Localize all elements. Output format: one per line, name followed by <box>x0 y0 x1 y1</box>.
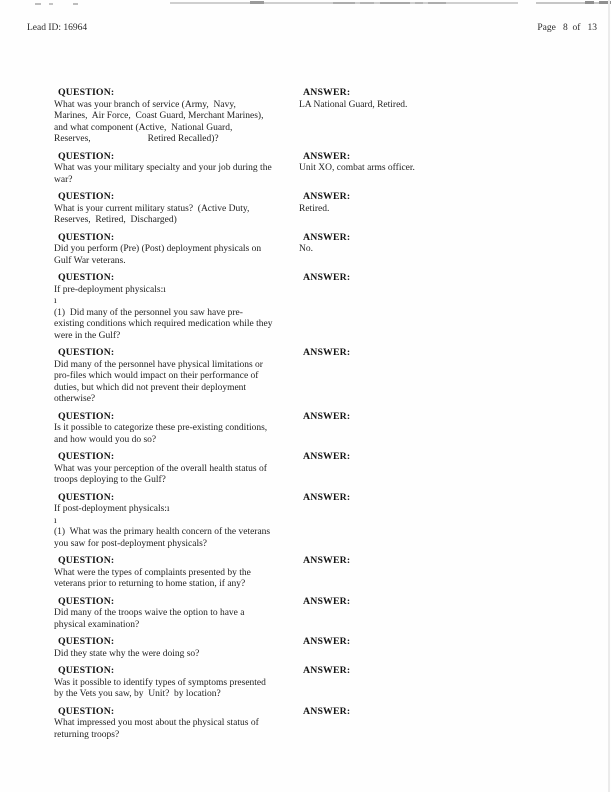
qa-block <box>54 272 602 342</box>
answer-label: ANSWER: <box>303 636 351 647</box>
question-column <box>54 451 299 487</box>
question-line: What was your branch of service (Army, Navy, <box>54 99 236 110</box>
question-column <box>54 492 299 551</box>
qa-block <box>54 665 602 701</box>
qa-block <box>54 492 602 551</box>
question-text <box>54 244 299 267</box>
question-line: (1) What was the primary health concern of the veterans <box>54 527 271 537</box>
qa-block <box>54 706 602 742</box>
question-line: Reserves, Retired Recalled)? <box>54 134 219 144</box>
answer-column <box>299 347 602 406</box>
question-line: otherwise? <box>54 394 96 404</box>
answer-column <box>299 636 602 660</box>
question-line: If pre-deployment physicals:ı <box>54 284 166 295</box>
question-column <box>54 411 299 447</box>
qa-list <box>54 87 602 746</box>
scan-artifact-dot <box>49 3 53 5</box>
question-text <box>54 204 299 227</box>
question-label: QUESTION: <box>58 410 115 422</box>
answer-label: ANSWER: <box>303 491 351 503</box>
question-line: Did many of the troops waive the option to have a <box>54 608 245 618</box>
question-line: returning troops? <box>54 729 120 740</box>
question-line: Did they state why the were doing so? <box>54 648 200 659</box>
answer-text: LA National Guard, Retired. <box>299 99 408 110</box>
answer-column <box>299 555 602 591</box>
question-line: Is it possible to categorize these pre-existing conditions, <box>54 423 268 433</box>
question-line: were in the Gulf? <box>54 330 121 341</box>
scan-artifact-dash <box>415 2 423 4</box>
answer-text: Retired. <box>299 203 330 214</box>
question-line: Did you perform (Pre) (Post) deployment physicals on <box>54 244 262 254</box>
question-text <box>54 608 299 631</box>
qa-block <box>54 596 602 632</box>
question-line: Marines, Air Force, Coast Guard, Merchant Marines), <box>54 111 264 121</box>
question-line: veterans prior to returning to home station, if any? <box>54 579 246 589</box>
question-text <box>54 423 299 446</box>
question-line: What is your current military status? (Active Duty, <box>54 203 250 214</box>
scan-artifact-dot <box>73 3 78 5</box>
question-text <box>54 360 299 406</box>
question-line: ı <box>54 296 57 306</box>
question-line: troops deploying to the Gulf? <box>54 475 166 485</box>
qa-block <box>54 347 602 406</box>
answer-column <box>299 706 602 742</box>
question-column <box>54 87 299 146</box>
answer-column <box>299 232 602 268</box>
answer-label: ANSWER: <box>303 150 351 162</box>
answer-column <box>299 272 602 342</box>
question-line: by the Vets you saw, by Unit? by location? <box>54 689 221 699</box>
answer-column <box>299 596 602 632</box>
question-label: QUESTION: <box>58 705 115 717</box>
qa-block <box>54 151 602 187</box>
answer-column <box>299 492 602 551</box>
question-label: QUESTION: <box>58 150 115 162</box>
answer-column <box>299 151 602 187</box>
answer-column <box>299 411 602 447</box>
answer-label: ANSWER: <box>303 347 351 358</box>
answer-label: ANSWER: <box>303 410 351 422</box>
question-line: pro-files which would impact on their performance of <box>54 371 259 381</box>
question-column <box>54 636 299 660</box>
question-column <box>54 665 299 701</box>
answer-label: ANSWER: <box>303 87 351 98</box>
answer-label: ANSWER: <box>303 665 351 676</box>
question-line: Did many of the personnel have physical limitations or <box>54 359 263 370</box>
answer-column <box>299 451 602 487</box>
answer-label: ANSWER: <box>303 555 351 566</box>
question-column <box>54 555 299 591</box>
answer-label: ANSWER: <box>303 451 351 462</box>
question-text <box>54 504 299 550</box>
question-text <box>54 718 299 741</box>
answer-text: No. <box>299 244 313 254</box>
question-text <box>54 649 299 661</box>
scan-artifact-dot <box>35 3 41 5</box>
question-column <box>54 706 299 742</box>
scan-artifact-dash <box>428 2 446 4</box>
question-label: QUESTION: <box>58 636 115 647</box>
question-line: and how would you do so? <box>54 434 157 445</box>
question-label: QUESTION: <box>58 231 115 243</box>
qa-block <box>54 87 602 146</box>
question-text <box>54 163 299 186</box>
question-label: QUESTION: <box>58 665 115 676</box>
answer-column <box>299 87 602 146</box>
question-line: and what component (Active, National Guard, <box>54 122 233 133</box>
question-column <box>54 151 299 187</box>
question-label: QUESTION: <box>58 491 115 503</box>
scan-artifact-dash <box>585 1 594 4</box>
scan-artifact-blob <box>250 1 264 4</box>
question-line: Gulf War veterans. <box>54 255 126 266</box>
lead-id-label: Lead ID: 16964 <box>27 23 88 33</box>
answer-label: ANSWER: <box>303 595 351 607</box>
question-line: What impressed you most about the physical status of <box>54 718 259 728</box>
question-line: If post-deployment physicals:ı <box>54 504 170 514</box>
question-text <box>54 285 299 343</box>
question-label: QUESTION: <box>58 347 115 358</box>
question-column <box>54 232 299 268</box>
question-line: What was your military specialty and your job during the <box>54 163 272 173</box>
answer-column <box>299 191 602 227</box>
qa-block <box>54 555 602 591</box>
question-column <box>54 191 299 227</box>
answer-text: Unit XO, combat arms officer. <box>299 163 415 173</box>
scan-artifact-dash <box>333 2 355 4</box>
qa-block <box>54 191 602 227</box>
question-text <box>54 568 299 591</box>
scan-artifact-dash <box>360 2 374 4</box>
question-label: QUESTION: <box>58 272 115 283</box>
page-number-label: Page 8 of 13 <box>537 23 597 33</box>
answer-label: ANSWER: <box>303 705 351 717</box>
question-column <box>54 272 299 342</box>
question-label: QUESTION: <box>58 555 115 566</box>
question-line: What was your perception of the overall health status of <box>54 463 267 474</box>
answer-label: ANSWER: <box>303 191 351 202</box>
question-line: existing conditions which required medication while they <box>54 319 273 329</box>
question-line: physical examination? <box>54 619 140 630</box>
answer-label: ANSWER: <box>303 231 351 243</box>
question-line: (1) Did many of the personnel you saw have pre- <box>54 307 243 318</box>
answer-label: ANSWER: <box>303 272 351 283</box>
question-line: Was it possible to identify types of symptoms presented <box>54 677 266 688</box>
question-text <box>54 464 299 487</box>
qa-block <box>54 411 602 447</box>
scan-artifact-dash <box>380 2 410 4</box>
question-line: ı <box>54 515 57 526</box>
question-line: you saw for post-deployment physicals? <box>54 538 208 549</box>
question-label: QUESTION: <box>58 595 115 607</box>
qa-block <box>54 636 602 660</box>
question-line: war? <box>54 174 73 185</box>
question-label: QUESTION: <box>58 451 115 462</box>
qa-block <box>54 232 602 268</box>
qa-block <box>54 451 602 487</box>
question-text <box>54 678 299 701</box>
question-line: Reserves, Retired, Discharged) <box>54 215 177 225</box>
question-text <box>54 100 299 146</box>
scan-artifact-edge-line <box>608 0 610 792</box>
question-line: duties, but which did not prevent their deployment <box>54 382 247 393</box>
question-label: QUESTION: <box>58 191 115 202</box>
question-column <box>54 347 299 406</box>
answer-column <box>299 665 602 701</box>
question-line: What were the types of complaints presented by the <box>54 567 251 578</box>
question-column <box>54 596 299 632</box>
question-label: QUESTION: <box>58 87 115 98</box>
